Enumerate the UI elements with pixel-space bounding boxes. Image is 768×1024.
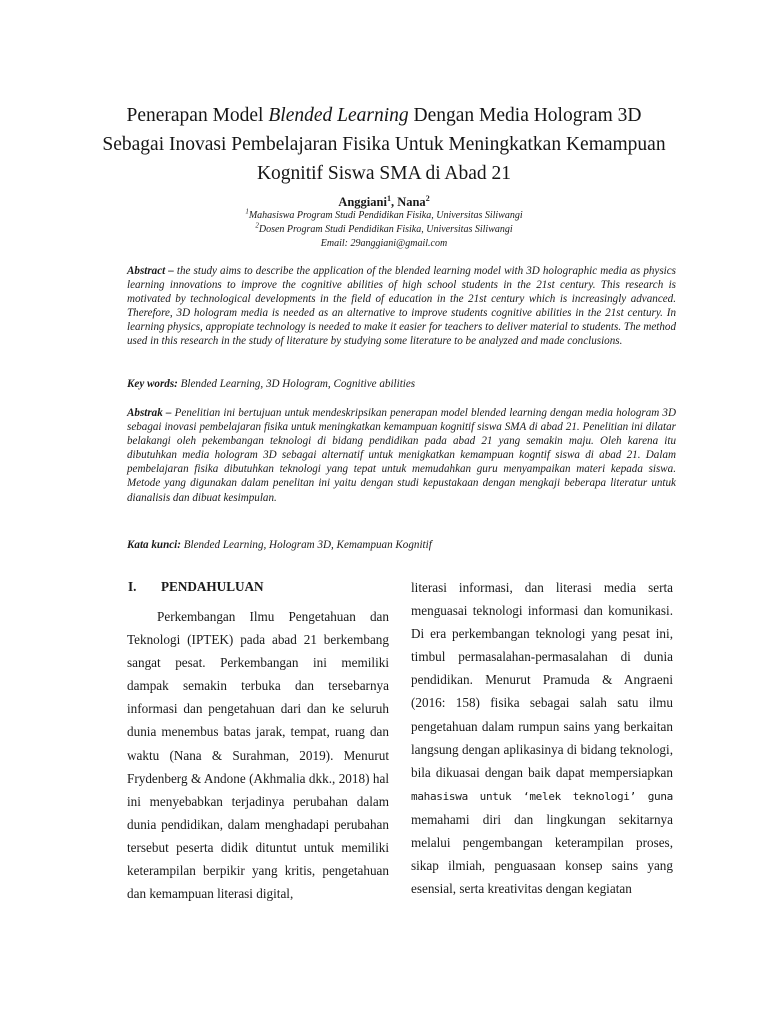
abstract-id-label: Abstrak – — [127, 407, 172, 419]
section-title: PENDAHULUAN — [161, 579, 264, 594]
author-2-sup: 2 — [425, 193, 430, 203]
keywords-english — [127, 377, 676, 391]
author-1: Anggiani — [338, 195, 387, 209]
author-separator: , — [390, 195, 398, 209]
author-2: Nana — [397, 195, 426, 209]
affiliation-2 — [150, 221, 618, 236]
body-column-left — [127, 605, 389, 905]
body-paragraph-left: Perkembangan Ilmu Pengetahuan dan Teknologi (IPTEK) pada abad 21 berkembang sangat pesat. Perkembangan ini memiliki dampak semakin terbuka dan tersebarnya informasi dan pengetahuan dari dan ke seluruh dunia menembus batas jarak, tempat, ruang dan waktu (Nana & Surahman, 2019). Menurut Frydenberg & Andone (Akhmalia dkk., 2018) hal ini menyebabkan terjadinya perubahan dalam dunia pendidikan, dalam menghadapi perubahan tersebut peserta didik dituntut untuk memiliki keterampilan berpikir yang kritis, pengetahuan dan kemampuan literasi digital, — [127, 609, 389, 902]
abstract-en-label: Abstract – — [127, 265, 174, 277]
body-paragraph-right — [411, 576, 673, 900]
affiliation-1-sup: 1 — [245, 207, 249, 216]
body-column-right — [411, 576, 673, 900]
abstract-id-text: Penelitian ini bertujuan untuk mendeskripsikan penerapan model blended learning dengan media hologram 3D sebagai inovasi pembelajaran fisika untuk meningkatkan kemampuan kognitif siswa SMA di abad 21. Penelitian ini dilatar belakangi oleh pekembangan teknologi di bidang pendidikan pada abad 21 yang semakin maju. Oleh karena itu dibutuhkan media hologram 3D sebagai alternatif untuk menigkatkan kemampuan kogntif siswa di abad 21. Dalam pembelajaran fisika dibutuhkan teknologi yang tepat untuk memudahkan guru menyampaikan materi kepada siswa. Metode yang digunakan dalam penelitan ini yaitu dengan studi kepustakaan dengan mengkaji beberapa literatur untuk dianalisis dan dibuat kesimpulan. — [127, 407, 676, 504]
body-right-before: literasi informasi, dan literasi media serta menguasai teknologi informasi dan komunikasi. Di era perkembangan teknologi yang pesat ini, timbul permasalahan-permasalahan di dunia pendidikan. Menurut Pramuda & Angraeni (2016: 158) fisika sebagai salah satu ilmu pengetahuan dalam rumpun sains yang berkaitan langsung dengan aplikasinya di bidang teknologi, bila dikuasai dengan baik dapat mempersiapkan — [411, 580, 673, 780]
author-1-sup: 1 — [386, 193, 391, 203]
keywords-id-label: Kata kunci: — [127, 539, 181, 551]
affiliation-1 — [150, 207, 618, 222]
email-text: Email: 29anggiani@gmail.com — [320, 238, 448, 249]
body-right-after: memahami diri dan lingkungan sekitarnya melalui pengembangan keterampilan proses, sikap ilmiah, penguasaan konsep sains yang esensial, serta kreativitas dengan kegiatan — [411, 811, 673, 897]
paper-title — [100, 101, 668, 188]
affiliation-2-text: Dosen Program Studi Pendidikan Fisika, Universitas Siliwangi — [258, 224, 513, 235]
section-heading — [128, 578, 264, 596]
keywords-en-label: Key words: — [127, 378, 178, 390]
title-part2: Dengan Media Hologram 3D Sebagai Inovasi Pembelajaran Fisika Untuk Meningkatkan Kemampuan Kognitif Siswa SMA di Abad 21 — [102, 105, 666, 184]
body-right-mono: mahasiswa untuk ‘melek teknologi’ guna — [411, 789, 673, 803]
author-email — [150, 238, 618, 250]
abstract-en-text: the study aims to describe the application of the blended learning model with 3D holographic media as physics learning innovations to improve the cognitive abilities of high school students in the 21st century. This research is motivated by technological developments in the field of education in the 21st century which is increasingly advanced. Therefore, 3D hologram media is needed as an alternative to improve students cognitive abilities in the 21st century. In learning physics, appropiate technology is needed to make it easier for teachers to deliver material to students. The method used in this research in the study of literature by studying some literature to be analyzed and made conclusions. — [127, 265, 676, 348]
keywords-indonesian — [127, 538, 676, 552]
author-line — [200, 194, 568, 210]
affiliation-2-sup: 2 — [255, 221, 259, 230]
title-part1: Penerapan Model — [126, 105, 269, 126]
keywords-en-text: Blended Learning, 3D Hologram, Cognitive abilities — [177, 378, 416, 390]
keywords-id-text: Blended Learning, Hologram 3D, Kemampuan Kognitif — [180, 539, 432, 551]
affiliation-1-text: Mahasiswa Program Studi Pendidikan Fisika, Universitas Siliwangi — [248, 210, 523, 221]
title-italic: Blended Learning — [268, 105, 409, 126]
abstract-english — [127, 264, 676, 349]
abstract-indonesian — [127, 406, 676, 505]
section-number: I. — [128, 579, 137, 594]
